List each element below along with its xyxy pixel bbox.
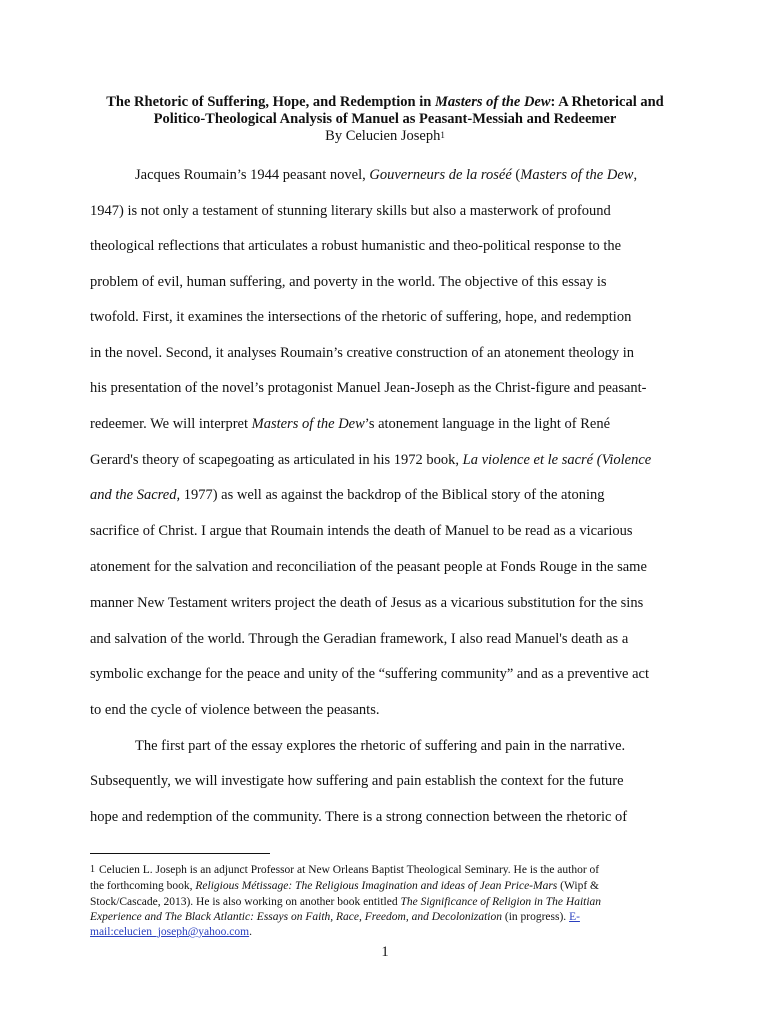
body-line: problem of evil, human suffering, and poverty in the world. The objective of this essay is [90,274,607,290]
body-line: twofold. First, it examines the intersections of the rhetoric of suffering, hope, and redemption [90,309,632,325]
footnote-line: mail:celucien_joseph@yahoo.com. [90,926,252,938]
email-link-continued[interactable]: mail:celucien_joseph@yahoo.com [90,926,250,938]
footnote-divider [90,853,270,854]
footnote-line: Experience and The Black Atlantic: Essays on Faith, Race, Freedom, and Decolonization (in progress). E- [90,911,580,923]
body-line: Subsequently, we will investigate how suffering and pain establish the context for the future [90,773,624,789]
footnote-marker[interactable]: 1 [440,130,445,140]
body-line: and salvation of the world. Through the Geradian framework, I also read Manuel's death as a [90,631,629,647]
body-line: and the Sacred, 1977) as well as against the backdrop of the Biblical story of the atoning [90,487,605,503]
body-line: to end the cycle of violence between the peasants. [90,702,380,718]
body-line: The first part of the essay explores the rhetoric of suffering and pain in the narrative. [135,738,626,754]
author-byline: By Celucien Joseph$^1$ [325,128,445,144]
body-line: manner New Testament writers project the death of Jesus as a vicarious substitution for the sins [90,595,644,611]
body-line: in the novel. Second, it analyses Roumain’s creative construction of an atonement theology in [90,345,635,361]
body-line: Jacques Roumain’s 1944 peasant novel, Gouverneurs de la roséé (Masters of the Dew, [135,167,638,183]
footnote-line: 1 Celucien L. Joseph is an adjunct Professor at New Orleans Baptist Theological Seminary. He is the author of [90,864,600,876]
body-line: Gerard's theory of scapegoating as articulated in his 1972 book, La violence et le sacré (Violence [90,452,652,468]
paper-title [60,94,710,128]
body-line: 1947) is not only a testament of stunning literary skills but also a masterwork of profound [90,203,611,219]
footnote-number: 1 [90,864,95,875]
footnote-line: the forthcoming book, Religious Métissage: The Religious Imagination and ideas of Jean Price-Mars (Wipf & [90,880,599,892]
body-line: sacrifice of Christ. I argue that Roumain intends the death of Manuel to be read as a vicarious [90,523,633,539]
body-line: his presentation of the novel’s protagonist Manuel Jean-Joseph as the Christ-figure and peasant- [90,380,647,396]
body-line: redeemer. We will interpret Masters of the Dew’s atonement language in the light of René [90,416,611,432]
title-line-2: Politico-Theological Analysis of Manuel as Peasant-Messiah and Redeemer [153,111,617,127]
body-line: hope and redemption of the community. There is a strong connection between the rhetoric of [90,809,628,825]
body-line: atonement for the salvation and reconciliation of the peasant people at Fonds Rouge in the same [90,559,647,575]
title-line-1: The Rhetoric of Suffering, Hope, and Redemption in Masters of the Dew: A Rhetorical and [106,94,664,110]
footnote-line: Stock/Cascade, 2013). He is also working on another book entitled The Significance of Religion in The Haitian [90,896,602,908]
page-number: 1 [381,944,389,960]
email-link[interactable]: E- [569,911,580,923]
body-line: symbolic exchange for the peace and unity of the “suffering community” and as a preventive act [90,666,649,682]
body-line: theological reflections that articulates a robust humanistic and theo-political response to the [90,238,622,254]
